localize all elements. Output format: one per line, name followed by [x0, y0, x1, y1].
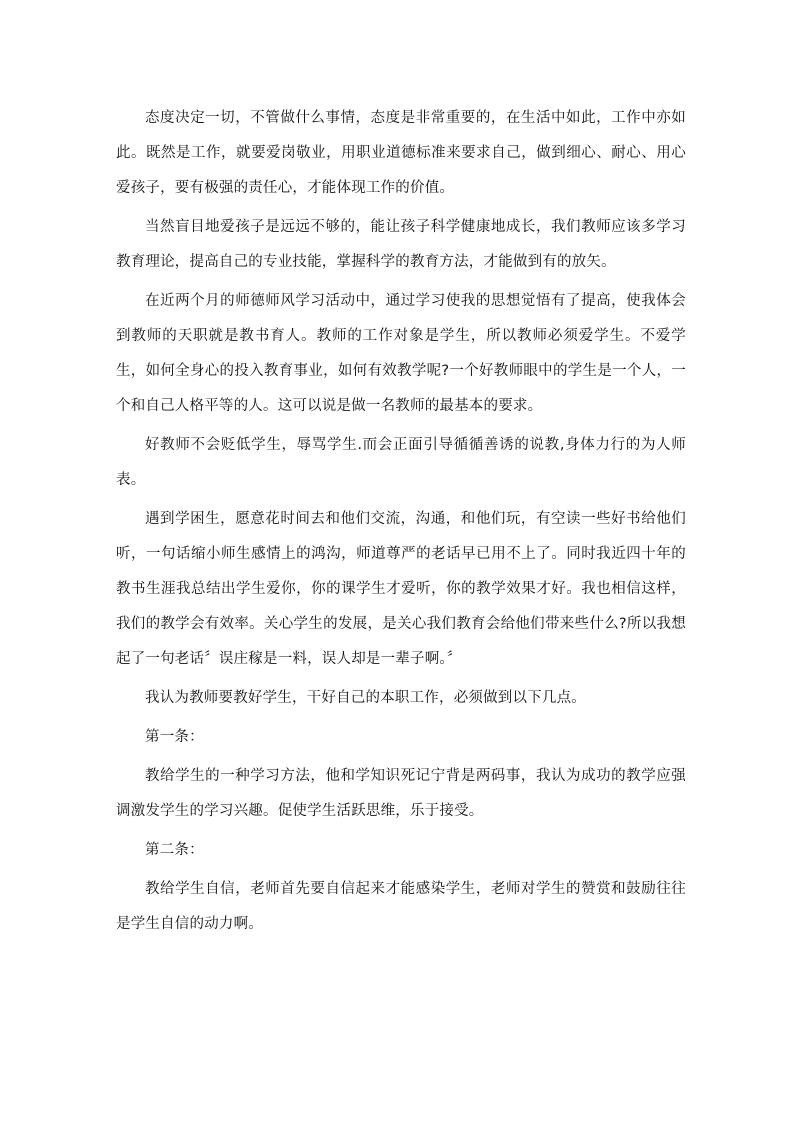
heading-first-point: 第一条： [145, 729, 204, 745]
paragraph-following-points: 我认为教师要教好学生，干好自己的本职工作，必须做到以下几点。 [145, 690, 586, 706]
paragraph-attitude: 态度决定一切，不管做什么事情，态度是非常重要的，在生活中如此，工作中亦如此。既然是工作，就要爱岗敬业，用职业道德标准来要求自己，做到细心、耐心、用心爱孩子，要有极强的责任心，才能体现工作的价值。 [116, 110, 686, 196]
paragraph-ethics-study: 在近两个月的师德师风学习活动中，通过学习使我的思想觉悟有了提高，使我体会到教师的天职就是教书育人。教师的工作对象是学生，所以教师必须爱学生。不爱学生，如何全身心的投入教育事业，如何有效教学呢?一个好教师眼中的学生是一个人，一个和自己人格平等的人。这可以说是做一名教师的最基本的要求。 [116, 293, 686, 414]
heading-second-point: 第二条： [145, 842, 204, 858]
paragraph-confidence: 教给学生自信，老师首先要自信起来才能感染学生，老师对学生的赞赏和鼓励往往是学生自信的动力啊。 [116, 881, 686, 932]
paragraph-love-children: 当然盲目地爱孩子是远远不够的，能让孩子科学健康地成长，我们教师应该多学习教育理论，提高自己的专业技能，掌握科学的教育方法，才能做到有的放矢。 [116, 219, 686, 270]
document-body [116, 101, 686, 946]
paragraph-struggling-students: 遇到学困生，愿意花时间去和他们交流，沟通，和他们玩，有空读一些好书给他们听，一句话缩小师生感情上的鸿沟，师道尊严的老话早已用不上了。同时我近四十年的教书生涯我总结出学生爱你，你的课学生才爱听，你的教学效果才好。我也相信这样，我们的教学会有效率。关心学生的发展，是关心我们教育会给他们带来些什么?所以我想起了一句老话〞误庄稼是一料，误人却是一辈子啊。〞 [116, 511, 686, 667]
paragraph-good-teacher: 好教师不会贬低学生，辱骂学生.而会正面引导循循善诱的说教,身体力行的为人师表。 [116, 437, 686, 488]
paragraph-learning-method: 教给学生的一种学习方法，他和学知识死记宁背是两码事，我认为成功的教学应强调激发学生的学习兴趣。促使学生活跃思维，乐于接受。 [116, 768, 686, 819]
